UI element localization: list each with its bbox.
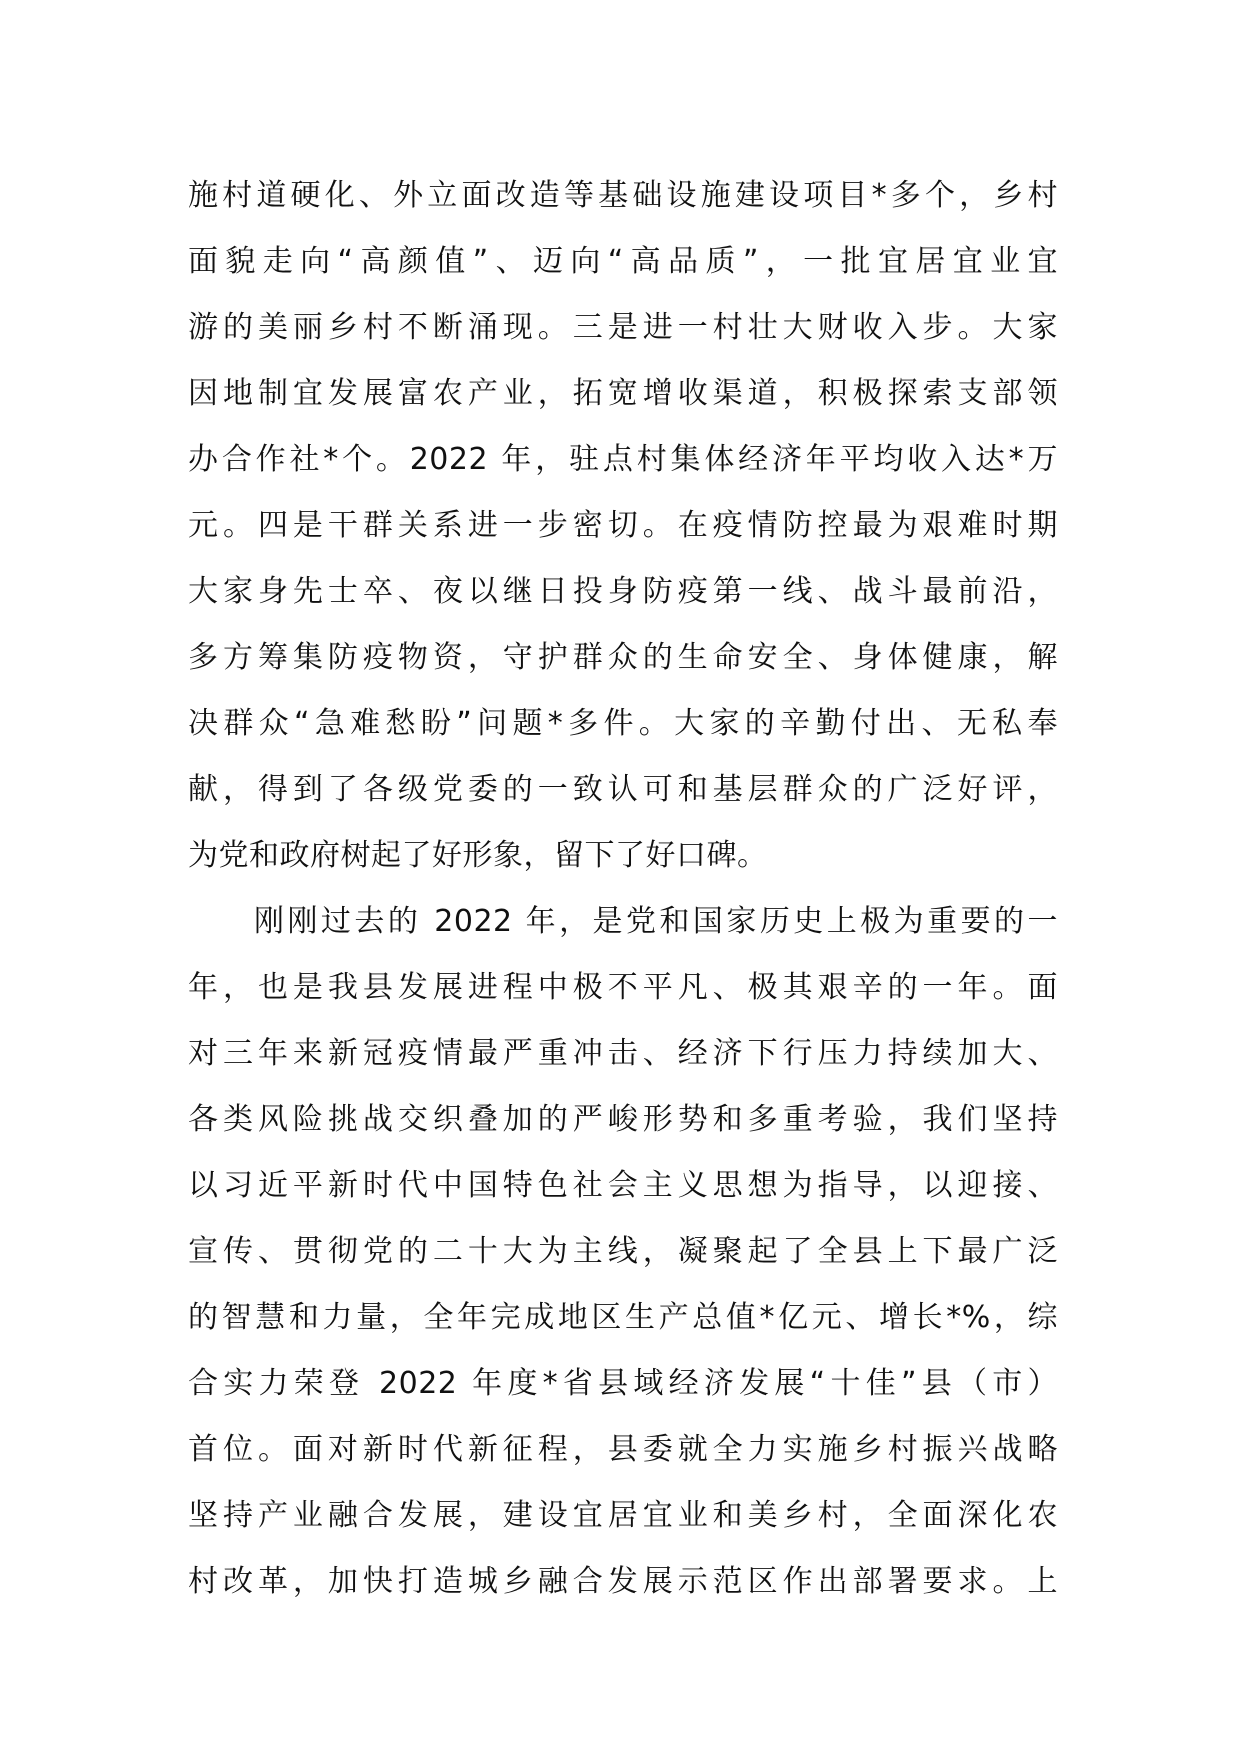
text-line: 元。四是干群关系进一步密切。在疫情防控最为艰难时期 xyxy=(188,508,1058,543)
text-line: 为党和政府树起了好形象，留下了好口碑。 xyxy=(188,838,768,873)
text-line: 合实力荣登 2022 年度*省县域经济发展“十佳”县（市） xyxy=(188,1366,1058,1401)
text-line: 坚持产业融合发展，建设宜居宜业和美乡村，全面深化农 xyxy=(188,1498,1058,1533)
text-line: 因地制宜发展富农产业，拓宽增收渠道，积极探索支部领 xyxy=(188,376,1058,411)
text-line: 多方筹集防疫物资，守护群众的生命安全、身体健康，解 xyxy=(188,640,1058,675)
text-line: 游的美丽乡村不断涌现。三是进一村壮大财收入步。大家 xyxy=(188,310,1058,345)
text-line: 宣传、贯彻党的二十大为主线，凝聚起了全县上下最广泛 xyxy=(188,1234,1058,1269)
text-line: 以习近平新时代中国特色社会主义思想为指导，以迎接、 xyxy=(188,1168,1058,1203)
text-line: 大家身先士卒、夜以继日投身防疫第一线、战斗最前沿， xyxy=(188,574,1058,609)
paragraph-first-line: 刚刚过去的 2022 年，是党和国家历史上极为重要的一 xyxy=(254,904,1058,939)
text-line: 献，得到了各级党委的一致认可和基层群众的广泛好评， xyxy=(188,772,1058,807)
text-line: 村改革，加快打造城乡融合发展示范区作出部署要求。上 xyxy=(188,1564,1058,1599)
text-line: 面貌走向“高颜值”、迈向“高品质”，一批宜居宜业宜 xyxy=(188,244,1058,279)
text-line: 对三年来新冠疫情最严重冲击、经济下行压力持续加大、 xyxy=(188,1036,1058,1071)
text-line: 办合作社*个。2022 年，驻点村集体经济年平均收入达*万 xyxy=(188,442,1058,477)
text-line: 的智慧和力量，全年完成地区生产总值*亿元、增长*%，综 xyxy=(188,1300,1058,1335)
text-line: 首位。面对新时代新征程，县委就全力实施乡村振兴战略 xyxy=(188,1432,1058,1467)
text-line: 各类风险挑战交织叠加的严峻形势和多重考验，我们坚持 xyxy=(188,1102,1058,1137)
text-line: 决群众“急难愁盼”问题*多件。大家的辛勤付出、无私奉 xyxy=(188,706,1058,741)
text-line: 年，也是我县发展进程中极不平凡、极其艰辛的一年。面 xyxy=(188,970,1058,1005)
text-line: 施村道硬化、外立面改造等基础设施建设项目*多个，乡村 xyxy=(188,178,1058,213)
